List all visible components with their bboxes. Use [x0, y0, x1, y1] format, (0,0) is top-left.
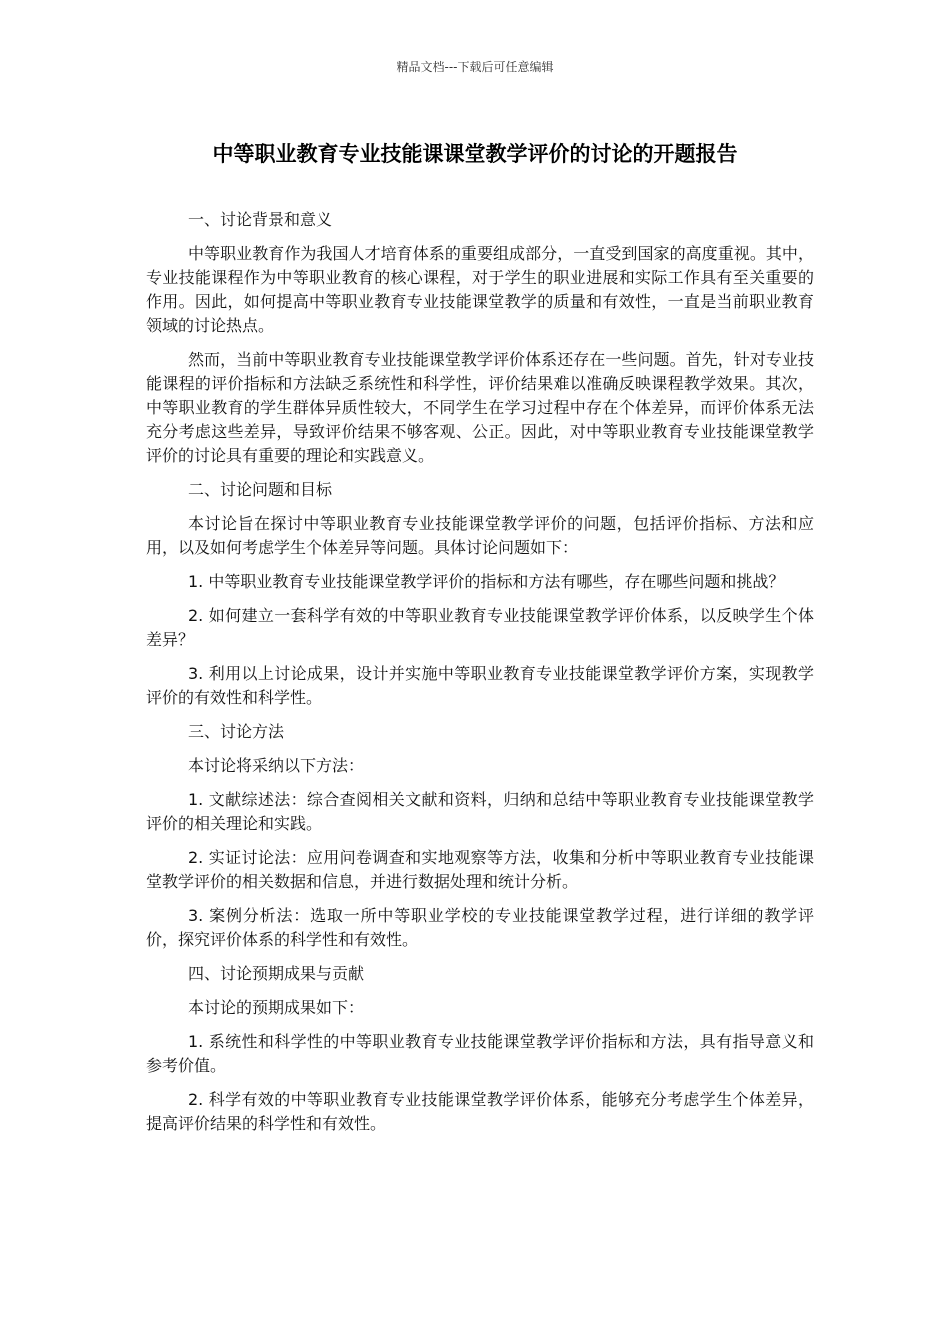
- section-heading-background: 一、讨论背景和意义: [188, 210, 333, 229]
- section-heading-methods: 三、讨论方法: [188, 722, 285, 741]
- paragraph: 本讨论的预期成果如下：: [188, 998, 365, 1017]
- paragraph: 本讨论将采纳以下方法：: [188, 756, 365, 775]
- list-item: 3. 案例分析法：选取一所中等职业学校的专业技能课堂教学过程，进行详细的教学评价，探究评价体系的科学性和有效性。: [146, 906, 814, 949]
- list-item: 1. 系统性和科学性的中等职业教育专业技能课堂教学评价指标和方法，具有指导意义和参考价值。: [146, 1032, 814, 1075]
- paragraph: 本讨论旨在探讨中等职业教育专业技能课堂教学评价的问题，包括评价指标、方法和应用，以及如何考虑学生个体差异等问题。具体讨论问题如下：: [146, 514, 814, 557]
- list-item: 2. 如何建立一套科学有效的中等职业教育专业技能课堂教学评价体系，以反映学生个体差异？: [146, 606, 814, 649]
- list-item: 3. 利用以上讨论成果，设计并实施中等职业教育专业技能课堂教学评价方案，实现教学评价的有效性和科学性。: [146, 664, 814, 707]
- paragraph: 然而，当前中等职业教育专业技能课堂教学评价体系还存在一些问题。首先，针对专业技能课程的评价指标和方法缺乏系统性和科学性，评价结果难以准确反映课程教学效果。其次，中等职业教育的学生群体异质性较大，不同学生在学习过程中存在个体差异，而评价体系无法充分考虑这些差异，导致评价结果不够客观、公正。因此，对中等职业教育专业技能课堂教学评价的讨论具有重要的理论和实践意义。: [146, 350, 814, 465]
- document-body: [146, 208, 814, 1146]
- section-heading-questions: 二、讨论问题和目标: [188, 480, 333, 499]
- document-title: 中等职业教育专业技能课课堂教学评价的讨论的开题报告: [212, 142, 738, 166]
- page-header-note: 精品文档---下载后可任意编辑: [396, 60, 554, 74]
- list-item: 2. 实证讨论法：应用问卷调查和实地观察等方法，收集和分析中等职业教育专业技能课堂教学评价的相关数据和信息，并进行数据处理和统计分析。: [146, 848, 814, 891]
- list-item: 1. 中等职业教育专业技能课堂教学评价的指标和方法有哪些，存在哪些问题和挑战？: [188, 572, 785, 591]
- paragraph: 中等职业教育作为我国人才培育体系的重要组成部分，一直受到国家的高度重视。其中，专业技能课程作为中等职业教育的核心课程，对于学生的职业进展和实际工作具有至关重要的作用。因此，如何提高中等职业教育专业技能课堂教学的质量和有效性，一直是当前职业教育领域的讨论热点。: [146, 244, 814, 335]
- list-item: 2. 科学有效的中等职业教育专业技能课堂教学评价体系，能够充分考虑学生个体差异，提高评价结果的科学性和有效性。: [146, 1090, 814, 1133]
- section-heading-outcomes: 四、讨论预期成果与贡献: [188, 964, 365, 983]
- list-item: 1. 文献综述法：综合查阅相关文献和资料，归纳和总结中等职业教育专业技能课堂教学评价的相关理论和实践。: [146, 790, 814, 833]
